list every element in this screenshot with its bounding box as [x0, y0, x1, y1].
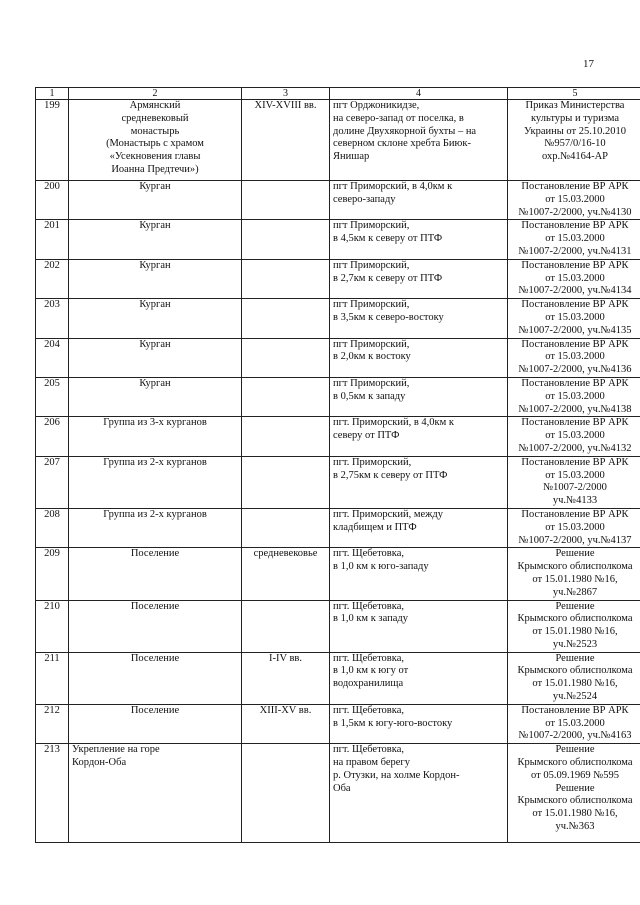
- cell-document-line: от 15.03.2000: [545, 469, 605, 481]
- cell-number: 201: [36, 220, 69, 259]
- cell-period: [242, 508, 330, 547]
- cell-document-line: Крымского облисполкома: [517, 561, 633, 573]
- cell-document: [508, 456, 640, 508]
- cell-name: [69, 600, 242, 652]
- cell-location-line: северо-западу: [333, 193, 396, 205]
- cell-location-line: в 3,5км к северо-востоку: [333, 311, 444, 323]
- cell-document: [508, 417, 640, 456]
- cell-name-line: Поселение: [130, 548, 180, 560]
- cell-period: [242, 299, 330, 338]
- cell-name-line: Курган: [139, 181, 171, 192]
- cell-document-line: Постановление ВР АРК: [521, 417, 629, 429]
- cell-location: [330, 299, 508, 338]
- cell-location: [330, 600, 508, 652]
- cell-location-line: в 2,75км к северу от ПТФ: [333, 469, 448, 481]
- cell-document-line: №1007-2/2000, уч.№4137: [518, 534, 632, 546]
- cell-document-line: Постановление ВР АРК: [521, 377, 629, 389]
- cell-document-line: от 15.03.2000: [545, 272, 605, 284]
- cell-document-line: №1007-2/2000, уч.№4138: [518, 403, 632, 415]
- cell-number: 209: [36, 548, 69, 600]
- cell-document: [508, 744, 640, 843]
- cell-document-line: от 15.03.2000: [545, 233, 605, 245]
- cell-document-line: №1007-2/2000, уч.№4163: [518, 730, 632, 742]
- column-header-document: 5: [508, 88, 640, 100]
- cell-location-line: пгт Приморский,: [333, 220, 410, 232]
- cell-name: [69, 259, 242, 298]
- cell-document-line: Украины от 25.10.2010: [523, 125, 627, 137]
- cell-period: [242, 456, 330, 508]
- cell-document-line: Постановление ВР АРК: [521, 508, 629, 520]
- cell-document-line: Постановление ВР АРК: [521, 299, 629, 311]
- cell-location: [330, 377, 508, 416]
- cell-document-line: от 15.01.1980 №16,: [532, 678, 618, 690]
- cell-number: 205: [36, 377, 69, 416]
- cell-location: [330, 704, 508, 743]
- cell-document: [508, 652, 640, 704]
- cell-location: [330, 181, 508, 220]
- cell-location-line: в 2,0км к востоку: [333, 351, 411, 363]
- cell-name-line: «Усекновения главы: [109, 151, 201, 163]
- cell-name: [69, 299, 242, 338]
- cell-document-line: уч.№2867: [552, 586, 598, 598]
- cell-document: [508, 600, 640, 652]
- cell-document: [508, 259, 640, 298]
- cell-document-line: от 15.03.2000: [545, 390, 605, 402]
- cell-period: [242, 744, 330, 843]
- cell-location: [330, 338, 508, 377]
- table-row: [36, 181, 640, 220]
- cell-number: 211: [36, 652, 69, 704]
- cell-name-line: Курган: [139, 377, 171, 389]
- cell-name: [69, 508, 242, 547]
- table-row: [36, 299, 640, 338]
- cell-period: [242, 417, 330, 456]
- cell-number: 202: [36, 259, 69, 298]
- cell-location-line: на северо-запад от поселка, в: [333, 112, 464, 124]
- cell-location-line: пгт. Щебетовка,: [333, 744, 404, 756]
- cell-document-line: от 15.03.2000: [545, 311, 605, 323]
- cell-document-line: от 15.03.2000: [545, 430, 605, 442]
- cell-location-line: северном склоне хребта Биюк-: [333, 138, 471, 150]
- cell-document-line: №1007-2/2000, уч.№4131: [518, 245, 632, 257]
- cell-name-line: Укрепление на горе: [72, 744, 160, 756]
- cell-name: [69, 181, 242, 220]
- cell-location-line: в 4,5км к северу от ПТФ: [333, 233, 443, 245]
- cell-name-line: Курган: [139, 299, 171, 311]
- cell-number: 213: [36, 744, 69, 843]
- table-row: [36, 220, 640, 259]
- cell-name-line: монастырь: [130, 125, 180, 137]
- cell-name: [69, 652, 242, 704]
- cell-document-line: Решение: [555, 782, 595, 794]
- cell-document-line: уч.№2524: [552, 691, 598, 703]
- table-row: [36, 100, 640, 181]
- cell-location-line: Янишар: [333, 151, 370, 163]
- cell-location-line: водохранилища: [333, 678, 404, 690]
- cell-name-line: Группа из 2-х курганов: [103, 456, 207, 468]
- cell-number: 208: [36, 508, 69, 547]
- cell-document-line: Постановление ВР АРК: [521, 181, 629, 192]
- cell-document-line: Постановление ВР АРК: [521, 338, 629, 350]
- table-row: [36, 417, 640, 456]
- monuments-table: [35, 87, 640, 843]
- cell-document-line: от 15.01.1980 №16,: [532, 808, 618, 820]
- cell-location-line: в 1,0 км к западу: [333, 613, 408, 625]
- cell-location-line: в 2,7км к северу от ПТФ: [333, 272, 443, 284]
- cell-period: средневековье: [242, 548, 330, 600]
- cell-location-line: пгт Приморский,: [333, 259, 410, 271]
- cell-document-line: Постановление ВР АРК: [521, 456, 629, 468]
- cell-document-line: Постановление ВР АРК: [521, 259, 629, 271]
- cell-document-line: №1007-2/2000, уч.№4135: [518, 324, 632, 336]
- table-row: [36, 338, 640, 377]
- cell-name: [69, 704, 242, 743]
- cell-period: XIII-XV вв.: [242, 704, 330, 743]
- cell-document-line: уч.№363: [555, 821, 595, 833]
- cell-document-line: культуры и туризма: [530, 112, 620, 124]
- cell-document: [508, 220, 640, 259]
- table-row: [36, 548, 640, 600]
- cell-period: I-IV вв.: [242, 652, 330, 704]
- cell-name: [69, 548, 242, 600]
- cell-document-line: Крымского облисполкома: [517, 665, 633, 677]
- cell-location-line: пгт Приморский,: [333, 338, 410, 350]
- table-row: [36, 259, 640, 298]
- table-row: [36, 652, 640, 704]
- cell-period: [242, 338, 330, 377]
- cell-location-line: в 1,5км к югу-юго-востоку: [333, 717, 453, 729]
- cell-number: 204: [36, 338, 69, 377]
- cell-document-line: №957/0/16-10: [544, 138, 606, 150]
- cell-location-line: пгт Приморский, в 4,0км к: [333, 181, 453, 192]
- cell-name-line: Курган: [139, 220, 171, 232]
- cell-name-line: Поселение: [130, 652, 180, 664]
- cell-document-line: №1007-2/2000, уч.№4132: [518, 442, 632, 454]
- cell-document-line: №1007-2/2000, уч.№4130: [518, 206, 632, 218]
- cell-name-line: Группа из 2-х курганов: [103, 508, 207, 520]
- cell-document-line: Решение: [555, 744, 595, 756]
- cell-document-line: Крымского облисполкома: [517, 613, 633, 625]
- cell-period: [242, 220, 330, 259]
- cell-period: [242, 259, 330, 298]
- cell-location-line: пгт. Приморский,: [333, 456, 412, 468]
- cell-document-line: от 15.03.2000: [545, 193, 605, 205]
- cell-period: [242, 600, 330, 652]
- cell-name: [69, 456, 242, 508]
- cell-document: [508, 377, 640, 416]
- cell-number: 206: [36, 417, 69, 456]
- cell-document-line: Решение: [555, 600, 595, 612]
- cell-document-line: уч.№4133: [552, 495, 598, 507]
- cell-number: 199: [36, 100, 69, 181]
- page-number: 17: [583, 58, 594, 70]
- cell-location: [330, 548, 508, 600]
- cell-document: [508, 548, 640, 600]
- cell-name: [69, 220, 242, 259]
- column-header-number: 1: [36, 88, 69, 100]
- cell-location-line: кладбищем и ПТФ: [333, 521, 417, 533]
- cell-location: [330, 508, 508, 547]
- cell-document-line: от 15.01.1980 №16,: [532, 573, 618, 585]
- cell-location-line: пгт. Щебетовка,: [333, 704, 404, 716]
- cell-document: [508, 100, 640, 181]
- cell-number: 207: [36, 456, 69, 508]
- cell-document: [508, 508, 640, 547]
- cell-location-line: пгт. Щебетовка,: [333, 548, 404, 560]
- cell-name-line: Поселение: [130, 704, 180, 716]
- cell-document: [508, 704, 640, 743]
- column-header-name: 2: [69, 88, 242, 100]
- cell-location-line: пгт. Приморский, между: [333, 508, 443, 520]
- cell-location-line: пгт Орджоникидзе,: [333, 100, 420, 111]
- cell-name-line: Курган: [139, 259, 171, 271]
- cell-document-line: Решение: [555, 548, 595, 560]
- cell-location: [330, 417, 508, 456]
- cell-location: [330, 220, 508, 259]
- cell-name: [69, 377, 242, 416]
- cell-location-line: пгт. Приморский, в 4,0км к: [333, 417, 455, 429]
- cell-document-line: Постановление ВР АРК: [521, 704, 629, 716]
- cell-name: [69, 744, 242, 843]
- column-header-location: 4: [330, 88, 508, 100]
- cell-location: [330, 744, 508, 843]
- cell-document: [508, 181, 640, 220]
- cell-location-line: долине Двухякорной бухты – на: [333, 125, 477, 137]
- cell-location-line: в 1,0 км к юго-западу: [333, 561, 429, 573]
- cell-document-line: от 15.03.2000: [545, 521, 605, 533]
- cell-name: [69, 100, 242, 181]
- cell-document-line: №1007-2/2000, уч.№4134: [518, 285, 632, 297]
- cell-document-line: №1007-2/2000: [543, 482, 607, 494]
- cell-period: [242, 377, 330, 416]
- cell-name-line: Поселение: [130, 600, 180, 612]
- header-row: [36, 88, 640, 100]
- cell-document-line: Приказ Министерства: [525, 100, 625, 111]
- cell-location-line: северу от ПТФ: [333, 430, 400, 442]
- cell-number: 200: [36, 181, 69, 220]
- cell-name-line: средневековый: [121, 112, 189, 124]
- cell-location-line: Оба: [333, 782, 351, 794]
- table-row: [36, 744, 640, 843]
- cell-name-line: (Монастырь с храмом: [106, 138, 204, 150]
- cell-location-line: на правом берегу: [333, 757, 410, 769]
- cell-name-line: Курган: [139, 338, 171, 350]
- cell-number: 203: [36, 299, 69, 338]
- cell-document-line: от 15.01.1980 №16,: [532, 626, 618, 638]
- cell-number: 212: [36, 704, 69, 743]
- cell-document-line: Решение: [555, 652, 595, 664]
- cell-location-line: в 0,5км к западу: [333, 390, 406, 402]
- cell-document-line: №1007-2/2000, уч.№4136: [518, 364, 632, 376]
- cell-name: [69, 338, 242, 377]
- cell-name-line: Группа из 3-х курганов: [103, 417, 207, 429]
- table-row: [36, 704, 640, 743]
- cell-location: [330, 100, 508, 181]
- column-header-period: 3: [242, 88, 330, 100]
- cell-document: [508, 299, 640, 338]
- cell-location-line: пгт. Щебетовка,: [333, 600, 404, 612]
- cell-location: [330, 652, 508, 704]
- table-row: [36, 456, 640, 508]
- cell-number: 210: [36, 600, 69, 652]
- cell-location: [330, 456, 508, 508]
- cell-name: [69, 417, 242, 456]
- cell-document-line: охр.№4164-АР: [541, 151, 609, 163]
- cell-document: [508, 338, 640, 377]
- table-row: [36, 600, 640, 652]
- table-row: [36, 377, 640, 416]
- cell-location-line: пгт Приморский,: [333, 377, 410, 389]
- cell-location: [330, 259, 508, 298]
- cell-period: XIV-XVIII вв.: [242, 100, 330, 181]
- cell-name-line: Кордон-Оба: [72, 757, 127, 769]
- cell-document-line: Крымского облисполкома: [517, 795, 633, 807]
- cell-document-line: от 15.03.2000: [545, 717, 605, 729]
- cell-document-line: Постановление ВР АРК: [521, 220, 629, 232]
- cell-document-line: от 15.03.2000: [545, 351, 605, 363]
- cell-name-line: Иоанна Предтечи»): [111, 163, 199, 175]
- cell-document-line: Крымского облисполкома: [517, 757, 633, 769]
- cell-document-line: уч.№2523: [552, 638, 598, 650]
- cell-location-line: пгт Приморский,: [333, 299, 410, 311]
- cell-name-line: Армянский: [129, 100, 181, 111]
- table-body: [36, 100, 640, 843]
- cell-location-line: в 1,0 км к югу от: [333, 665, 409, 677]
- cell-location-line: р. Отузки, на холме Кордон-: [333, 769, 460, 781]
- cell-document-line: от 05.09.1969 №595: [531, 769, 619, 781]
- table-row: [36, 508, 640, 547]
- cell-location-line: пгт. Щебетовка,: [333, 652, 404, 664]
- cell-period: [242, 181, 330, 220]
